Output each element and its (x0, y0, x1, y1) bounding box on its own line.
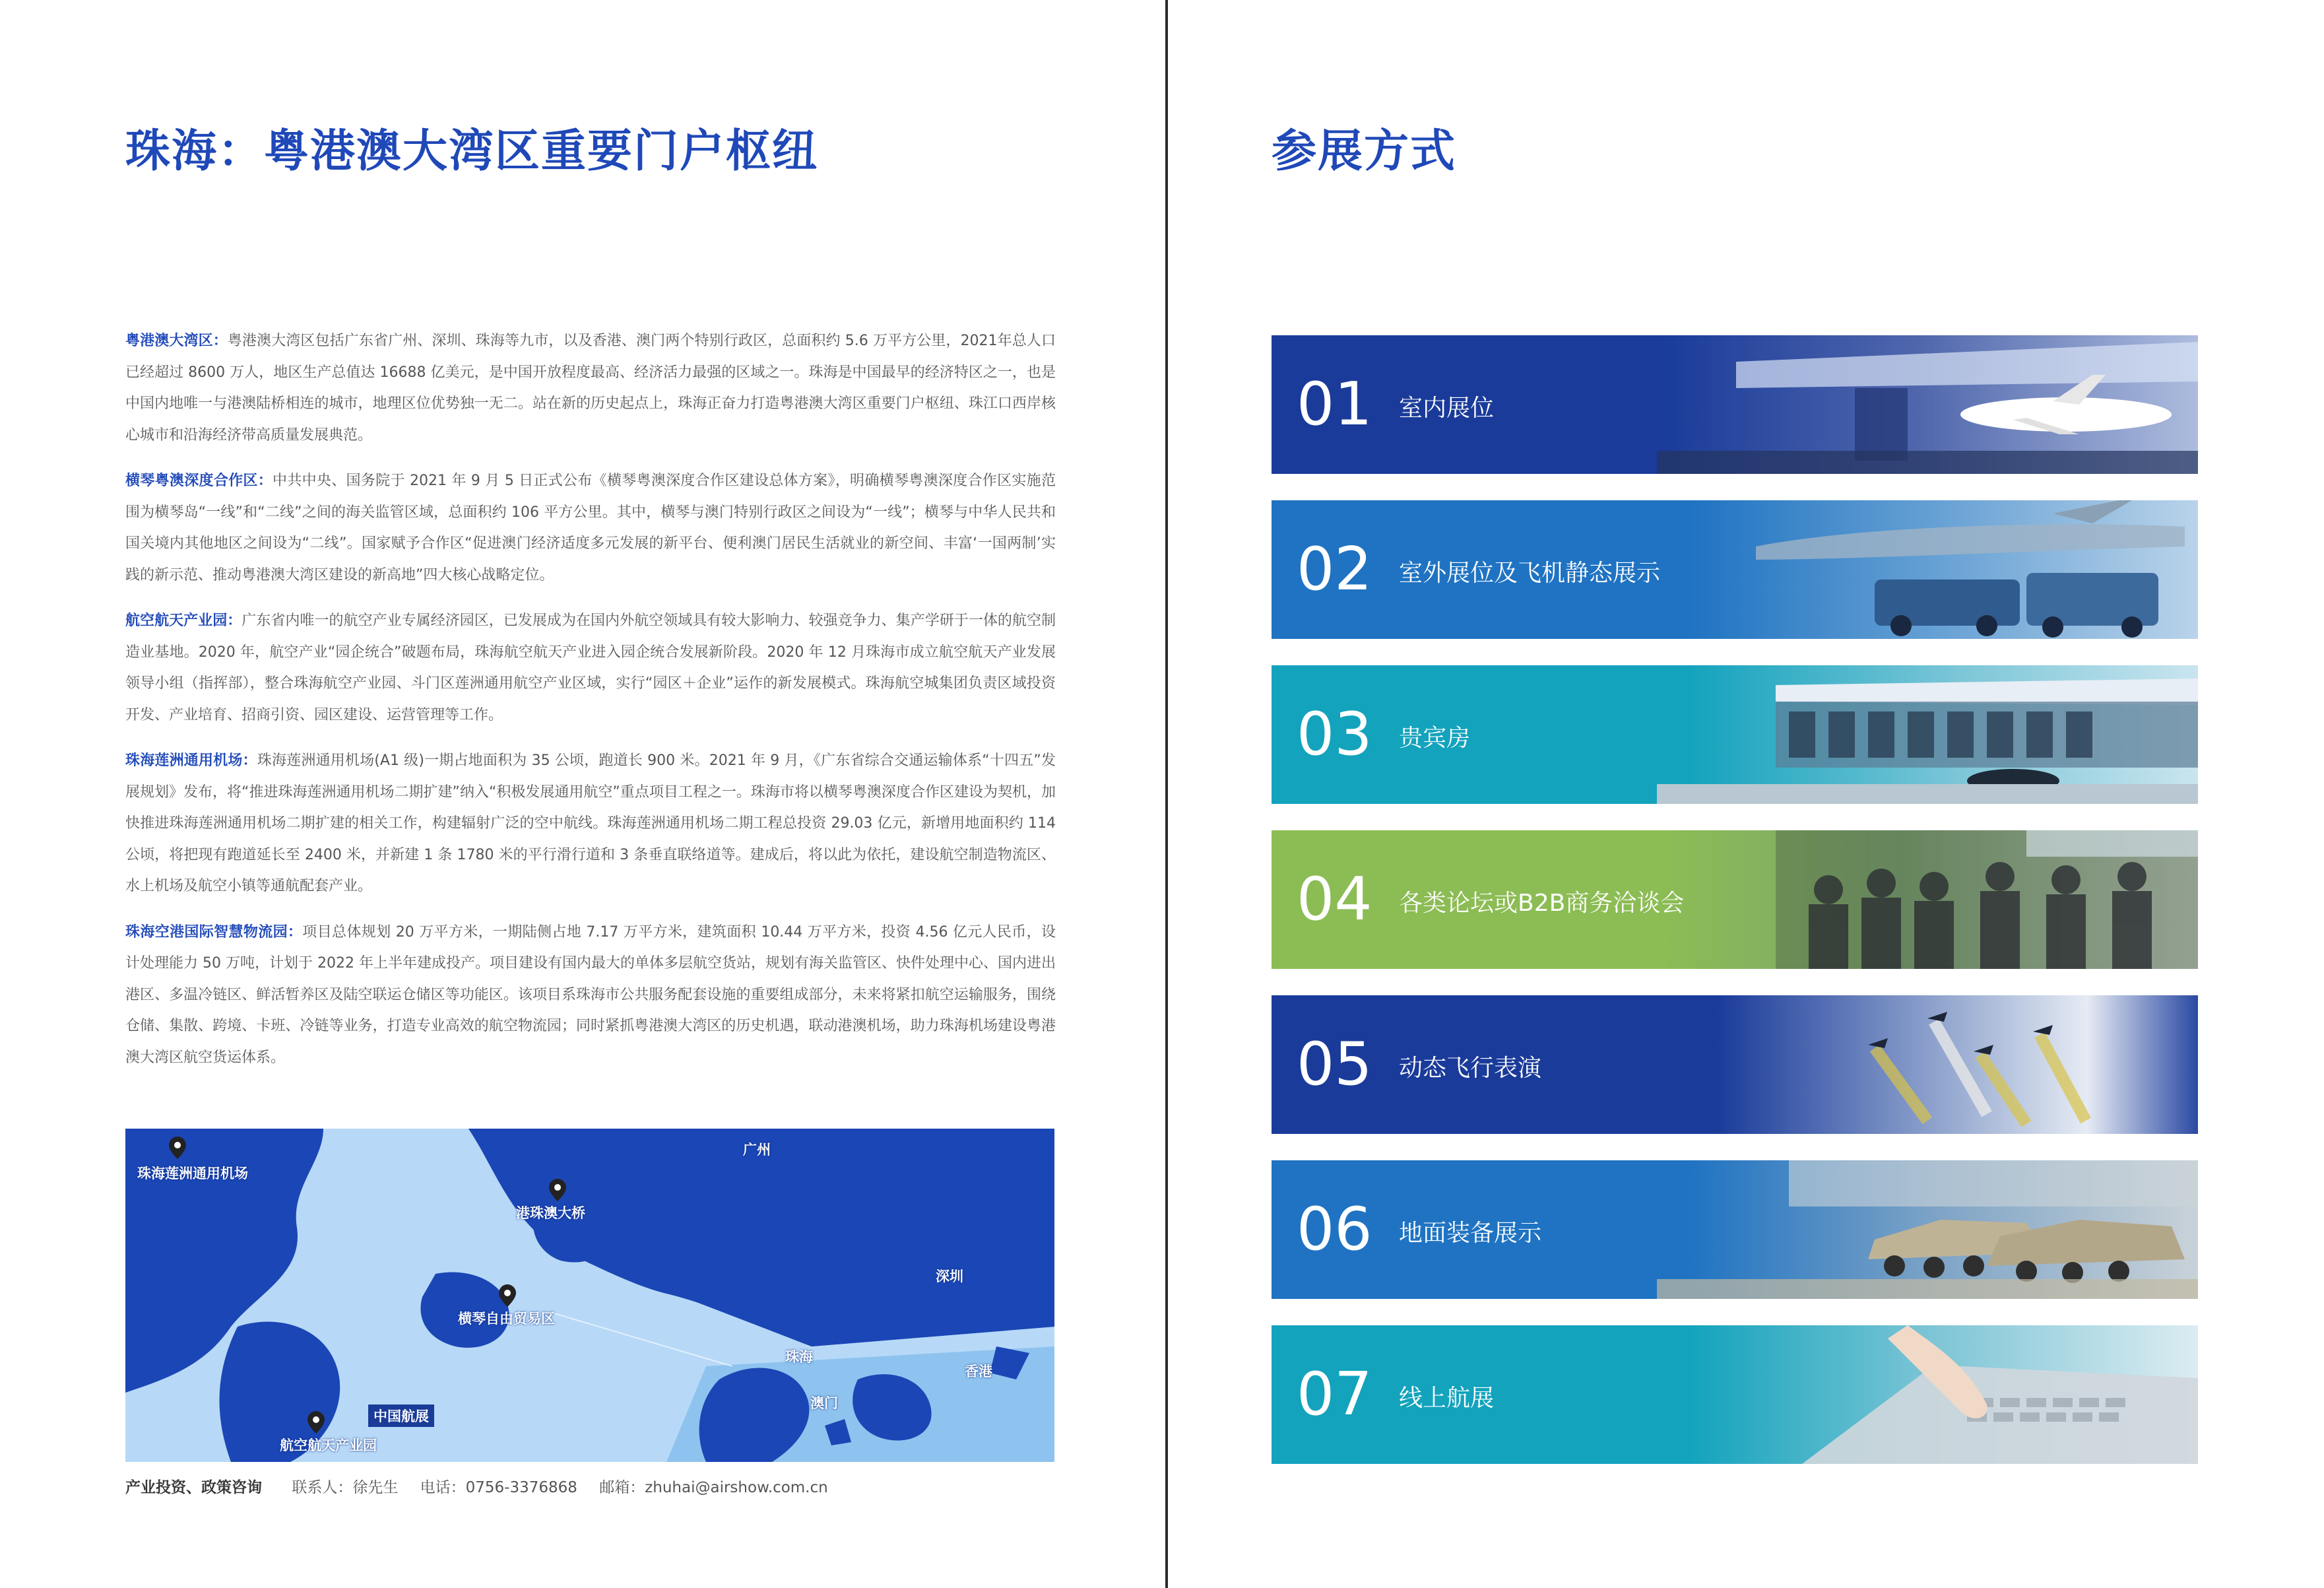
map-label-hongkong: 香港 (965, 1364, 992, 1379)
option-number: 05 (1297, 1030, 1372, 1099)
map-label-macau: 澳门 (810, 1395, 838, 1411)
paragraph-greater-bay-area: 粤港澳大湾区：粤港澳大湾区包括广东省广州、深圳、珠海等九市，以及香港、澳门两个特别行政区，总面积约 5.6 万平方公里，2021年总人口已经超过 8600 万人，地区生产总值达 16688 亿美元，是中国开放程度最高、经济活力最强的区域之一。珠海是中国最早的经济特区之一，也是中国内地唯一与港澳陆桥相连的城市，地理区位优势独一无二。站在新的历史起点上，珠海正奋力打造粤港澳大湾区重要门户枢纽、珠江口西岸核心城市和沿海经济带高质量发展典范。 (125, 333, 1056, 444)
vip-building-image (1657, 665, 2198, 804)
intro-paragraphs (125, 325, 1056, 1088)
option-number: 04 (1297, 865, 1372, 934)
option-number: 06 (1297, 1195, 1372, 1264)
option-label: 室内展位 (1399, 395, 1495, 422)
option-number: 07 (1297, 1360, 1372, 1429)
option-label: 室外展位及飞机静态展示 (1399, 560, 1661, 587)
map-label-zhuhai: 珠海 (785, 1349, 813, 1365)
page-title-left: 珠海：粤港澳大湾区重要门户枢纽 (125, 125, 819, 178)
option-label: 动态飞行表演 (1399, 1055, 1542, 1082)
map-label-guangzhou: 广州 (743, 1142, 771, 1158)
option-label: 各类论坛或B2B商务洽谈会 (1399, 890, 1685, 917)
paragraph-hengqin: 横琴粤澳深度合作区：中共中央、国务院于 2021 年 9 月 5 日正式公布《横琴粤澳深度合作区建设总体方案》，明确横琴粤澳深度合作区实施范围为横琴岛“一线”和“二线”之间的海关监管区域，总面积约 106 平方公里。其中，横琴与澳门特别行政区之间设为“一线”；横琴与中华人民共和国关境内其他地区之间设为“二线”。国家赋予合作区“促进澳门经济适度多元发展的新平台、便利澳门居民生活就业的新空间、丰富‘一国两制’实践的新示范、推动粤港澳大湾区建设的新高地”四大核心战略定位。 (125, 473, 1056, 583)
option-label: 地面装备展示 (1399, 1220, 1542, 1247)
option-number: 02 (1297, 535, 1372, 604)
location-pin-icon (499, 1284, 516, 1307)
map-label-aerospace-park: 航空航天产业园 (280, 1438, 377, 1453)
map-label-hengqin: 横琴自由贸易区 (458, 1311, 555, 1327)
option-panel-indoor-booth[interactable] (1272, 335, 2198, 474)
location-pin-icon (549, 1179, 566, 1201)
location-pin-icon (169, 1137, 186, 1159)
page-title-right: 参展方式 (1272, 125, 1457, 178)
map-label-bridge: 港珠澳大桥 (516, 1205, 585, 1221)
option-panel-ground-equipment[interactable] (1272, 1160, 2198, 1299)
contact-line (125, 1475, 828, 1497)
contact-category: 产业投资、政策咨询 (125, 1479, 262, 1496)
contact-person: 联系人：徐先生 (292, 1479, 399, 1496)
option-label: 线上航展 (1399, 1385, 1495, 1412)
paragraph-logistics-park: 珠海空港国际智慧物流园：项目总体规划 20 万平方米，一期陆侧占地 7.17 万平方米，建筑面积 10.44 万平方米，投资 4.56 亿元人民币，设计处理能力 50 万吨，计划于 2022 年上半年建成投产。项目建设有国内最大的单体多层航空货站，规划有海关监管区、快件处理中心、国内进出港区、多温冷链区、鲜活暂养区及陆空联运仓储区等功能区。该项目系珠海市公共服务配套设施的重要组成部分，未来将紧扣航空运输服务，围绕仓储、集散、跨境、卡班、冷链等业务，打造专业高效的航空物流园；同时紧抓粤港澳大湾区的历史机遇，联动港澳机场，助力珠海机场建设粤港澳大湾区航空货运体系。 (125, 923, 1056, 1066)
map-graphic (125, 1129, 1054, 1462)
laptop-typing-image (1657, 1325, 2198, 1464)
page-divider (1165, 0, 1168, 1588)
option-panel-forum[interactable] (1272, 830, 2198, 969)
location-pin-icon (307, 1411, 325, 1434)
region-map (125, 1129, 1054, 1462)
aircraft-static-image (1657, 500, 2198, 639)
map-label-lianzhou: 珠海莲洲通用机场 (137, 1166, 248, 1181)
option-panel-flight-demo[interactable] (1272, 995, 2198, 1134)
exhibition-hall-image (1657, 335, 2198, 474)
airshow-badge: 中国航展 (368, 1405, 434, 1427)
paragraph-aerospace-park: 航空航天产业园：广东省内唯一的航空产业专属经济园区，已发展成为在国内外航空领域具有较大影响力、较强竞争力、集产学研于一体的航空制造业基地。2020 年，航空产业“园企统合”破题布局，珠海航空航天产业进入园企统合发展新阶段。2020 年 12 月珠海市成立航空航天产业发展领导小组（指挥部），整合珠海航空产业园、斗门区莲洲通用航空产业区域，实行“园区＋企业”运作的新发展模式。珠海航空城集团负责区域投资开发、产业培育、招商引资、园区建设、运营管理等工作。 (125, 612, 1056, 723)
option-panel-outdoor-static[interactable] (1272, 500, 2198, 639)
option-number: 01 (1297, 370, 1372, 439)
fighter-jets-image (1657, 995, 2198, 1134)
option-panel-online-airshow[interactable] (1272, 1325, 2198, 1464)
contact-phone: 电话：0756-3376868 (420, 1479, 577, 1496)
option-number: 03 (1297, 700, 1372, 769)
option-panel-vip-room[interactable] (1272, 665, 2198, 804)
armored-vehicles-image (1657, 1160, 2198, 1299)
paragraph-lianzhou-airport: 珠海莲洲通用机场：珠海莲洲通用机场(A1 级)一期占地面积为 35 公顷，跑道长 900 米。2021 年 9 月，《广东省综合交通运输体系“十四五”发展规划》发布，将“推进珠海莲洲通用机场二期扩建”纳入“积极发展通用航空”重点项目工程之一。珠海市将以横琴粤澳深度合作区建设为契机，加快推进珠海莲洲通用机场二期扩建的相关工作，构建辐射广泛的空中航线。珠海莲洲通用机场二期工程总投资 29.03 亿元，新增用地面积约 114 公顷，将把现有跑道延长至 2400 米，并新建 1 条 1780 米的平行滑行道和 3 条垂直联络道等。建成后，将以此为依托，建设航空制造物流区、水上机场及航空小镇等通航配套产业。 (125, 752, 1056, 894)
contact-email[interactable]: 邮箱：zhuhai@airshow.com.cn (599, 1479, 828, 1496)
forum-audience-image (1657, 830, 2198, 969)
option-label: 贵宾房 (1399, 725, 1471, 752)
map-label-shenzhen: 深圳 (936, 1269, 963, 1284)
